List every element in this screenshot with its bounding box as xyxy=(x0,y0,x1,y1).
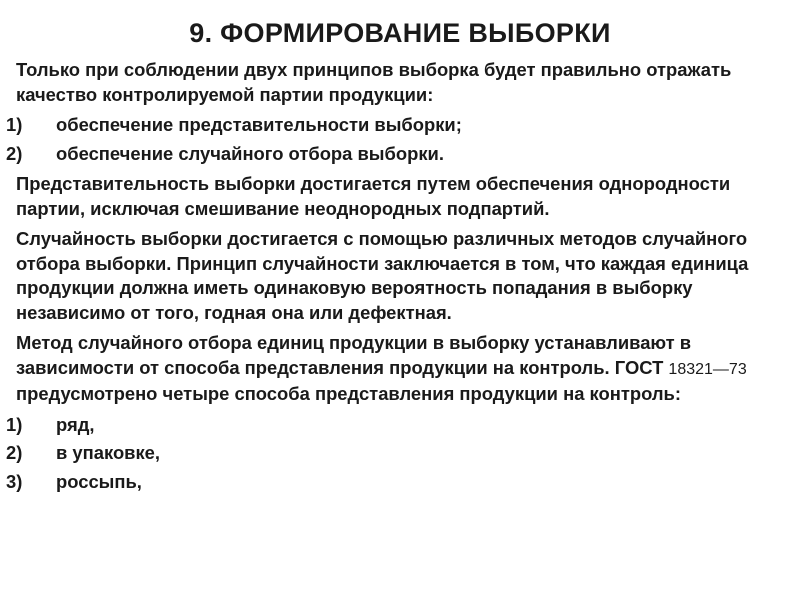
list-item xyxy=(0,142,800,167)
list-text: обеспечение представительности выборки; xyxy=(56,114,462,135)
list-item xyxy=(0,441,800,466)
principles-list xyxy=(0,113,800,166)
list-item xyxy=(0,113,800,138)
list-text: в упаковке, xyxy=(56,442,161,463)
slide-title: 9. ФОРМИРОВАНИЕ ВЫБОРКИ xyxy=(189,18,611,48)
list-number: 1) xyxy=(6,114,23,135)
list-item xyxy=(0,470,800,495)
list-item xyxy=(0,413,800,438)
list-number: 2) xyxy=(6,442,23,463)
intro-paragraph: Только при соблюдении двух принципов выборка будет правильно отражать качество контролируемой партии продукции: xyxy=(16,59,732,105)
list-text: россыпь, xyxy=(56,470,142,492)
list-number: 3) xyxy=(6,470,23,492)
list-number: 2) xyxy=(6,142,23,164)
list-text: обеспечение случайного отбора выборки. xyxy=(56,142,444,164)
list-text: ряд, xyxy=(56,413,95,435)
representativeness-paragraph: Представительность выборки достигается путем обеспечения однородности партии, исключая смешивание неоднородных подпартий. xyxy=(16,173,731,219)
method-paragraph xyxy=(0,331,800,407)
randomness-paragraph: Случайность выборки достигается с помощью различных методов случайного отбора выборки. Принцип случайности заключается в том, что каждая единица продукции должна иметь одинаковую вероятность попадания в выборку независимо от того, годная она или дефектная. xyxy=(16,228,749,323)
methods-list xyxy=(0,413,800,495)
list-number: 1) xyxy=(6,413,23,435)
method-text-after: предусмотрено четыре способа представления продукции на контроль: xyxy=(16,383,681,404)
slide-body xyxy=(0,58,800,500)
method-text-before: Метод случайного отбора единиц продукции в выборку устанавливают в зависимости от способа представления продукции на контроль. ГОСТ xyxy=(16,332,692,378)
gost-number: 18321—73 xyxy=(668,360,747,378)
